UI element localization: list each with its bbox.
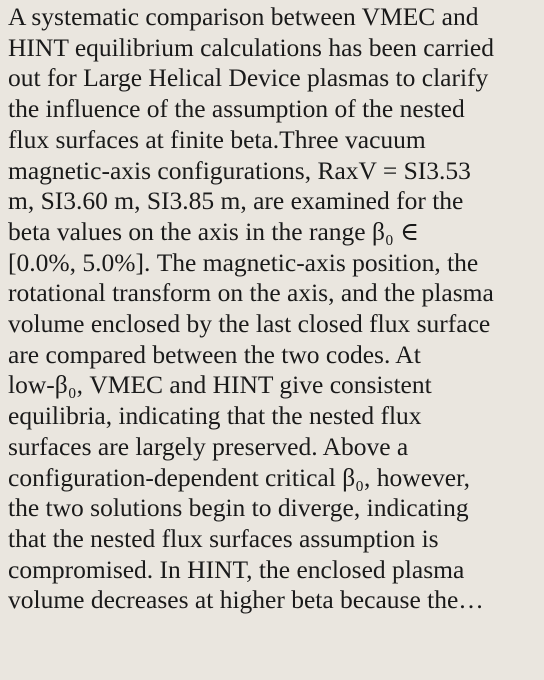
abstract-text: A systematic comparison between VMEC and HINT equilibrium calculations has been carried out for Large Helical Device plasmas to clarify the influence of the assumption of the nested flux surfaces at finite beta.Three vacuum magnetic-axis configurations, RaxV = SI3.53 m, SI3.60 m, SI3.85 m, are examined for the beta values on the axis in the range β₀ ∈ [0.0%, 5.0%]. The magnetic-axis position, the rotational transform on the axis, and the plasma volume enclosed by the last closed flux surface are compared between the two codes. At low-β₀, VMEC and HINT give consistent equilibria, indicating that the nested flux surfaces are largely preserved. Above a configuration-dependent critical β₀, however, the two solutions begin to diverge, indicating that the nested flux surfaces assumption is compromised. In HINT, the enclosed plasma volume decreases at higher beta because the… [8, 2, 494, 615]
